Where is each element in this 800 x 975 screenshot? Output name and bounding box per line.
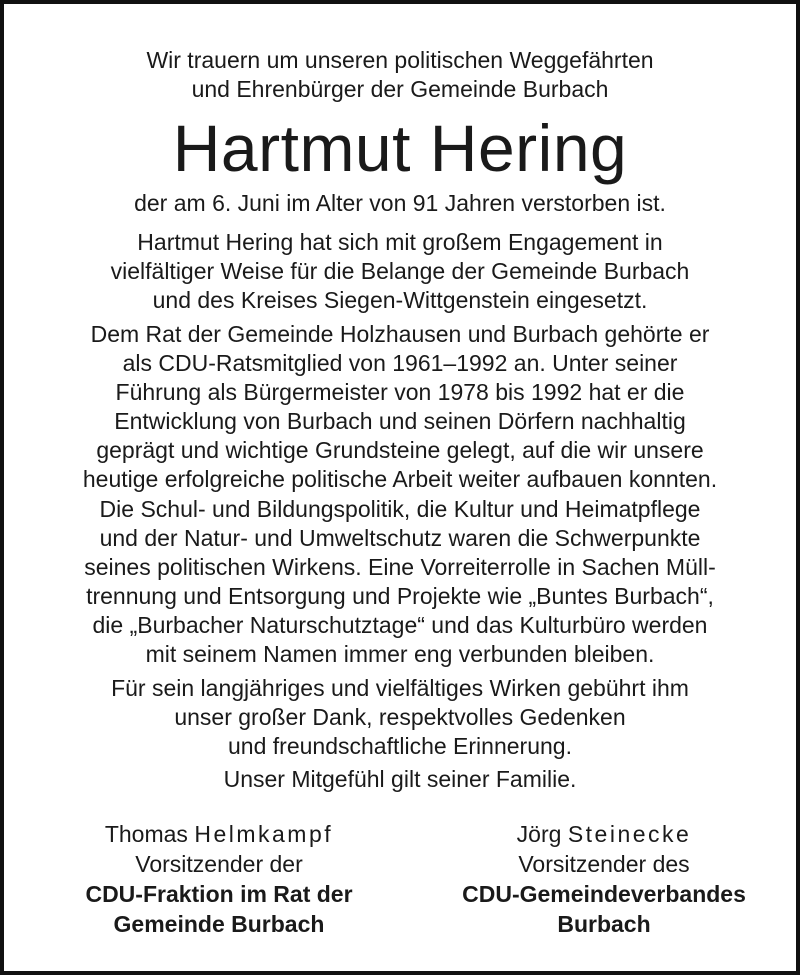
signatory-name xyxy=(434,819,774,849)
paragraph-line: und freundschaftliche Erinnerung. xyxy=(228,733,572,759)
signatory-first-name: Thomas xyxy=(104,821,188,847)
signatory-role: Vorsitzender der xyxy=(135,851,303,877)
paragraph-line: heutige erfolgreiche politische Arbeit weiter aufbauen konnten. xyxy=(82,466,718,492)
paragraph-line: seines politischen Wirkens. Eine Vorreiterrolle in Sachen Müll- xyxy=(84,554,716,580)
signatory-right xyxy=(434,819,774,939)
paragraph-condolence xyxy=(4,765,796,794)
signatory-last-name: Steinecke xyxy=(567,821,692,847)
paragraph-line: unser großer Dank, respektvolles Gedenken xyxy=(174,704,626,730)
signatory-last-name: Helmkampf xyxy=(194,821,334,847)
paragraph-line: vielfältiger Weise für die Belange der Gemeinde Burbach xyxy=(110,258,690,284)
signatory-role: Vorsitzender des xyxy=(518,851,690,877)
paragraph-engagement xyxy=(4,228,796,315)
paragraph-line: geprägt und wichtige Grundsteine gelegt, auf die wir unsere xyxy=(96,437,704,463)
signatory-organization: Gemeinde Burbach xyxy=(113,911,325,937)
paragraph-line: mit seinem Namen immer eng verbunden bleiben. xyxy=(145,641,655,667)
deceased-name: Hartmut Hering xyxy=(172,111,628,185)
paragraph-gratitude xyxy=(4,674,796,761)
paragraph-line: und des Kreises Siegen-Wittgenstein eingesetzt. xyxy=(152,287,648,313)
signatory-organization: Burbach xyxy=(557,911,651,937)
paragraph-line: Führung als Bürgermeister von 1978 bis 1992 hat er die xyxy=(115,379,685,405)
intro-text xyxy=(4,46,796,104)
paragraph-line: Die Schul- und Bildungspolitik, die Kultur und Heimatpflege xyxy=(99,496,701,522)
death-line: der am 6. Juni im Alter von 91 Jahren verstorben ist. xyxy=(134,190,666,216)
paragraph-line: Hartmut Hering hat sich mit großem Engagement in xyxy=(137,229,663,255)
signatory-first-name: Jörg xyxy=(516,821,562,847)
paragraph-policy xyxy=(4,495,796,669)
signatory-left xyxy=(44,819,394,939)
signatory-organization: CDU-Gemeindeverbandes xyxy=(462,881,746,907)
paragraph-line: die „Burbacher Naturschutztage“ und das Kulturbüro werden xyxy=(92,612,708,638)
intro-line: und Ehrenbürger der Gemeinde Burbach xyxy=(191,76,609,102)
paragraph-line: Entwicklung von Burbach und seinen Dörfern nachhaltig xyxy=(114,408,686,434)
paragraph-line: Unser Mitgefühl gilt seiner Familie. xyxy=(223,766,577,792)
paragraph-line: trennung und Entsorgung und Projekte wie „Buntes Burbach“, xyxy=(86,583,714,609)
intro-line: Wir trauern um unseren politischen Weggefährten xyxy=(146,47,654,73)
paragraph-line: als CDU-Ratsmitglied von 1961–1992 an. Unter seiner xyxy=(122,350,678,376)
signatory-organization: CDU-Fraktion im Rat der xyxy=(85,881,353,907)
paragraph-line: und der Natur- und Umweltschutz waren die Schwerpunkte xyxy=(99,525,701,551)
signatory-name xyxy=(44,819,394,849)
paragraph-line: Für sein langjähriges und vielfältiges Wirken gebührt ihm xyxy=(111,675,689,701)
paragraph-career xyxy=(4,320,796,494)
death-notice xyxy=(4,189,796,218)
paragraph-line: Dem Rat der Gemeinde Holzhausen und Burbach gehörte er xyxy=(90,321,710,347)
